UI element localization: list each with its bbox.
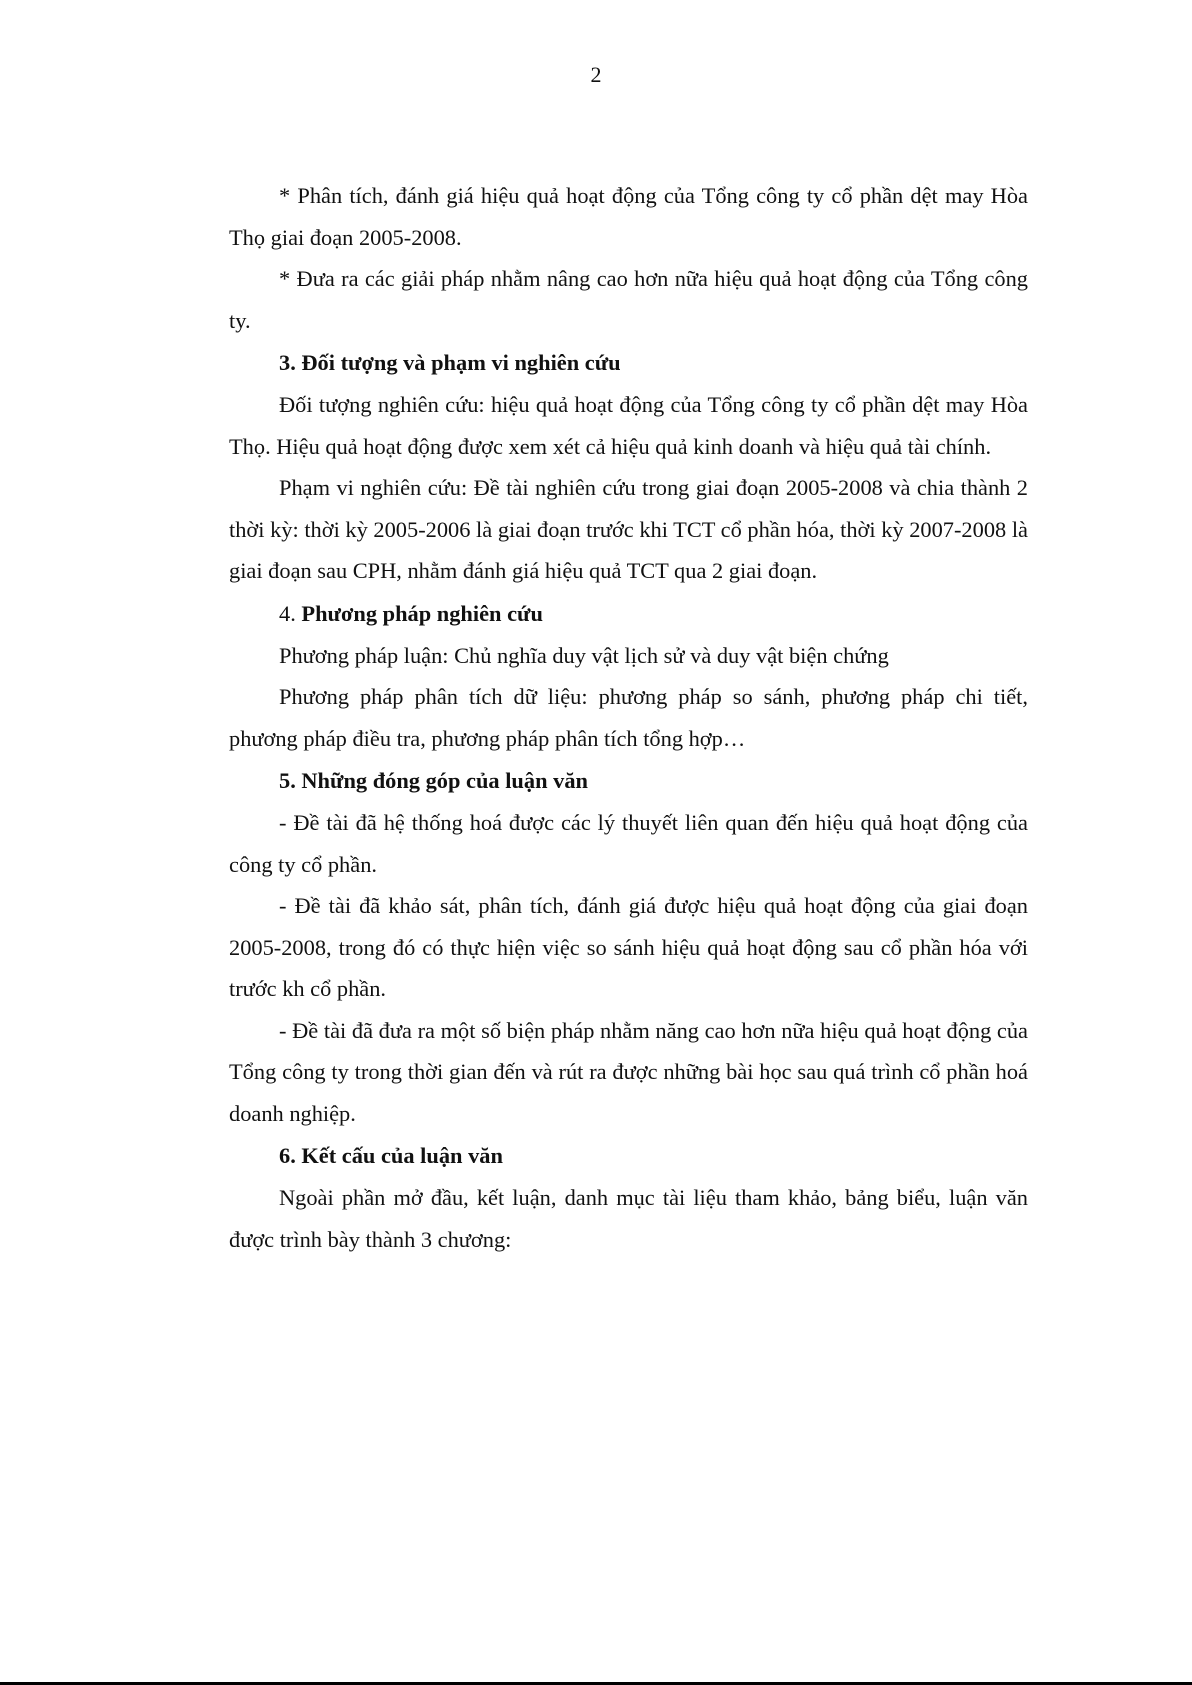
section-3-paragraph-2: Phạm vi nghiên cứu: Đề tài nghiên cứu trong giai đoạn 2005-2008 và chia thành 2 thời kỳ: thời kỳ 2005-2006 là giai đoạn trước khi TCT cổ phần hóa, thời kỳ 2007-2008 là giai đoạn sau CPH, nhằm đánh giá hiệu quả TCT qua 2 giai đoạn. [229,475,1028,583]
section-4-number: 4. [279,600,296,626]
section-3-paragraph-1: Đối tượng nghiên cứu: hiệu quả hoạt động của Tổng công ty cổ phần dệt may Hòa Thọ. Hiệu quả hoạt động được xem xét cả hiệu quả kinh doanh và hiệu quả tài chính. [229,392,1028,459]
section-5-paragraph-1: - Đề tài đã hệ thống hoá được các lý thuyết liên quan đến hiệu quả hoạt động của công ty cổ phần. [229,810,1028,877]
section-4-heading [229,592,1028,635]
section-3-heading: 3. Đối tượng và phạm vi nghiên cứu [279,350,621,375]
section-4-title: Phương pháp nghiên cứu [301,600,543,626]
document-body [229,175,1028,1260]
page-number: 2 [590,62,602,87]
section-6-heading: 6. Kết cấu của luận văn [279,1143,503,1168]
section-5-paragraph-3: - Đề tài đã đưa ra một số biện pháp nhằm năng cao hơn nữa hiệu quả hoạt động của Tổng công ty trong thời gian đến và rút ra được những bài học sau quá trình cổ phần hoá doanh nghiệp. [229,1017,1028,1126]
objective-paragraph-2: * Đưa ra các giải pháp nhằm nâng cao hơn nữa hiệu quả hoạt động của Tổng công ty. [229,266,1028,333]
section-5-heading: 5. Những đóng góp của luận văn [279,768,588,793]
objective-paragraph-1: * Phân tích, đánh giá hiệu quả hoạt động của Tổng công ty cổ phần dệt may Hòa Thọ giai đoạn 2005-2008. [229,183,1028,250]
section-4-paragraph-1: Phương pháp luận: Chủ nghĩa duy vật lịch sử và duy vật biện chứng [279,642,889,668]
section-5-paragraph-2: - Đề tài đã khảo sát, phân tích, đánh giá được hiệu quả hoạt động của giai đoạn 2005-2008, trong đó có thực hiện việc so sánh hiệu quả hoạt động sau cổ phần hóa với trước kh cổ phần. [229,893,1028,1001]
section-4-paragraph-2: Phương pháp phân tích dữ liệu: phương pháp so sánh, phương pháp chi tiết, phương pháp điều tra, phương pháp phân tích tổng hợp… [229,684,1028,751]
section-6-paragraph-1: Ngoài phần mở đầu, kết luận, danh mục tài liệu tham khảo, bảng biểu, luận văn được trình bày thành 3 chương: [229,1185,1028,1252]
